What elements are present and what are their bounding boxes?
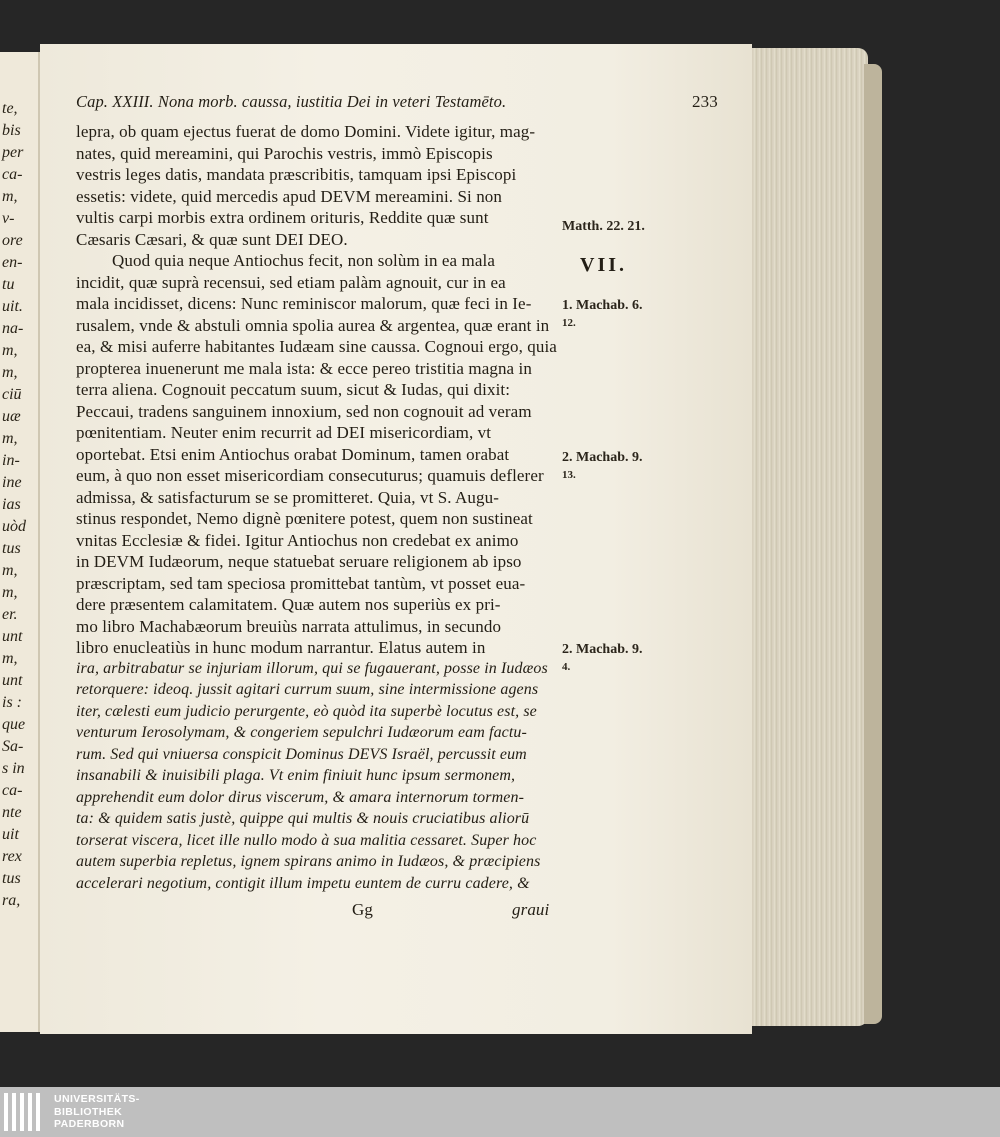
running-head [76, 92, 506, 112]
text-line: rusalem, vnde & abstuli omnia spolia aurea & argentea, quæ erant in [76, 315, 550, 335]
text-line: rum. Sed qui vniuersa conspicit Dominus DEVS Israël, percussit eum [76, 745, 527, 763]
marginal-note-machab2b: 2. Machab. 9. [562, 642, 643, 657]
marginal-note-machab1-verse: 12. [562, 317, 576, 329]
text-line: propterea inuenerunt me mala ista: & ecce pereo tristitia magna in [76, 358, 532, 378]
text-line: libro enucleatiùs in hunc modum narrantur. Elatus autem in [76, 638, 486, 657]
text-line: pœnitentiam. Neuter enim recurrit ad DEI misericordiam, vt [76, 423, 492, 442]
marginal-note-machab2a: 2. Machab. 9. [562, 450, 643, 465]
marginal-note-matth: Matth. 22. 21. [562, 219, 645, 234]
running-head-text: Cap. XXIII. Nona morb. caussa, iustitia Dei in veteri Testamēto. [76, 92, 507, 111]
text-line: in DEVM Iudæorum, neque statuebat seruare religionem ab ipso [76, 552, 522, 571]
marginal-note-machab2a-verse: 13. [562, 469, 576, 481]
text-line: torserat viscera, licet ille nullo modo à sua malitia cessaret. Super hoc [76, 831, 537, 849]
previous-page-fragment: ca- [2, 166, 23, 183]
previous-page-fragment: uæ [2, 408, 21, 425]
previous-page-fragment: ias [2, 496, 21, 513]
previous-page-fragment: m, [2, 584, 18, 601]
library-logo-text [54, 1093, 140, 1131]
text-line: accelerari negotium, contigit illum impetu euntem de curru cadere, & [76, 874, 530, 892]
previous-page-fragment: ca- [2, 782, 23, 799]
previous-page-fragment: m, [2, 364, 18, 381]
previous-page-fragment: ra, [2, 892, 21, 909]
catchword: graui [512, 900, 550, 919]
text-line: eum, à quo non esset misericordiam consecuturus; quamuis deflerer [76, 466, 544, 485]
text-line: Quod quia neque Antiochus fecit, non solùm in ea mala [112, 251, 495, 270]
previous-page-fragment: m, [2, 188, 18, 205]
text-line: iter, cælesti eum judicio perurgente, eò quòd ita superbè locutus est, se [76, 702, 537, 720]
text-line: venturum Ierosolymam, & congeriem sepulchri Iudæorum eam factu- [76, 724, 527, 741]
text-line: mala incidisset, dicens: Nunc reminiscor malorum, quæ feci in Ie- [76, 294, 532, 313]
text-line: stinus respondet, Nemo dignè pœnitere potest, quem non sustineat [76, 509, 533, 528]
previous-page-fragment: nte [2, 804, 22, 821]
text-line: ira, arbitrabatur se injuriam illorum, qui se fugauerant, posse in Iudæos [76, 659, 548, 677]
text-line: lepra, ob quam ejectus fuerat de domo Domini. Videte igitur, mag- [76, 122, 536, 141]
text-line: vultis carpi morbis extra ordinem orituris, Reddite quæ sunt [76, 208, 489, 227]
text-line: oportebat. Etsi enim Antiochus orabat Dominum, tamen orabat [76, 444, 510, 464]
text-line: terra aliena. Cognouit peccatum suum, sicut & Iudas, qui dixit: [76, 380, 511, 399]
text-line: præscriptam, sed tam speciosa promittebat tantùm, vt posset eua- [76, 573, 526, 593]
previous-page-fragment: uòd [2, 518, 26, 535]
section-number: VII. [580, 254, 628, 276]
logo-line-3: PADERBORN [54, 1118, 125, 1130]
marginal-note-machab2b-verse: 4. [562, 661, 571, 673]
previous-page-fragment: te, [2, 100, 18, 117]
previous-page-fragment: uit [2, 826, 19, 843]
text-line: ta: & quidem satis justè, quippe qui multis & nouis cruciatibus aliorū [76, 810, 530, 827]
book-page [40, 44, 752, 1034]
text-line: apprehendit eum dolor dirus viscerum, & amara internorum tormen- [76, 788, 524, 806]
marginal-note-machab1: 1. Machab. 6. [562, 298, 643, 313]
previous-page-fragment: tus [2, 870, 21, 887]
text-line: retorquere: ideoq. jussit agitari currum suum, sine intermissione agens [76, 681, 539, 698]
previous-page-fragment: m, [2, 430, 18, 447]
previous-page-fragment: in- [2, 452, 20, 469]
previous-page-fragment: ine [2, 474, 22, 491]
previous-page-fragment: per [2, 144, 24, 161]
text-line: essetis: videte, quid mercedis apud DEVM mereamini. Si non [76, 186, 502, 206]
previous-page-fragment: uit. [2, 298, 23, 315]
previous-page-fragment: bis [2, 122, 21, 139]
text-line: mo libro Machabæorum breuiùs narrata attulimus, in secundo [76, 616, 502, 636]
text-line: incidit, quæ suprà recensui, sed etiam palàm agnouit, cur in ea [76, 272, 506, 292]
page-edges-stack [748, 48, 868, 1026]
previous-page-fragment: tu [2, 276, 15, 293]
logo-line-1: UNIVERSITÄTS- [54, 1093, 140, 1105]
footer-bar [0, 1087, 1000, 1137]
previous-page-fragment: s in [2, 760, 25, 777]
text-line: Peccaui, tradens sanguinem innoxium, sed non cognouit ad veram [76, 401, 532, 421]
previous-page-edge [0, 52, 40, 1032]
previous-page-fragment: er. [2, 606, 18, 623]
previous-page-fragment: m, [2, 650, 18, 667]
previous-page-fragment: Sa- [2, 738, 24, 755]
previous-page-fragment: is : [2, 694, 22, 711]
text-line: dere præsentem calamitatem. Quæ autem nos superiùs ex pri- [76, 595, 501, 614]
previous-page-fragment: que [2, 716, 26, 733]
text-line: vnitas Ecclesiæ & fidei. Igitur Antiochus non credebat ex animo [76, 530, 519, 550]
previous-page-fragment: m, [2, 342, 18, 359]
previous-page-fragment: ciū [2, 386, 22, 403]
text-line: ea, & misi auferre habitantes Iudæam sine caussa. Cognoui ergo, quia [76, 337, 557, 356]
folio-number: 233 [692, 92, 718, 111]
previous-page-fragment: unt [2, 628, 23, 645]
text-line: admissa, & satisfacturum se se promitteret. Quia, vt S. Augu- [76, 487, 499, 507]
previous-page-fragment: v- [2, 210, 15, 227]
text-line: autem superbia repletus, ignem spirans animo in Iudæos, & præcipiens [76, 853, 541, 870]
previous-page-fragment: en- [2, 254, 23, 271]
text-line: insanabili & inuisibili plaga. Vt enim finiuit hunc ipsum sermonem, [76, 767, 516, 784]
previous-page-fragment: rex [2, 848, 22, 865]
previous-page-fragment: tus [2, 540, 21, 557]
previous-page-fragment: m, [2, 562, 18, 579]
logo-line-2: BIBLIOTHEK [54, 1105, 123, 1118]
signature-mark: Gg [352, 900, 373, 919]
text-line: Cæsaris Cæsari, & quæ sunt DEI DEO. [76, 229, 348, 249]
text-line: vestris leges datis, mandata præscribitis, tamquam ipsi Episcopi [76, 165, 517, 184]
previous-page-fragment: na- [2, 320, 24, 337]
library-logo-icon [4, 1093, 44, 1131]
previous-page-fragment: unt [2, 672, 23, 689]
text-line: nates, quid mereamini, qui Parochis vestris, immò Episcopis [76, 143, 493, 163]
previous-page-fragment: ore [2, 232, 23, 249]
